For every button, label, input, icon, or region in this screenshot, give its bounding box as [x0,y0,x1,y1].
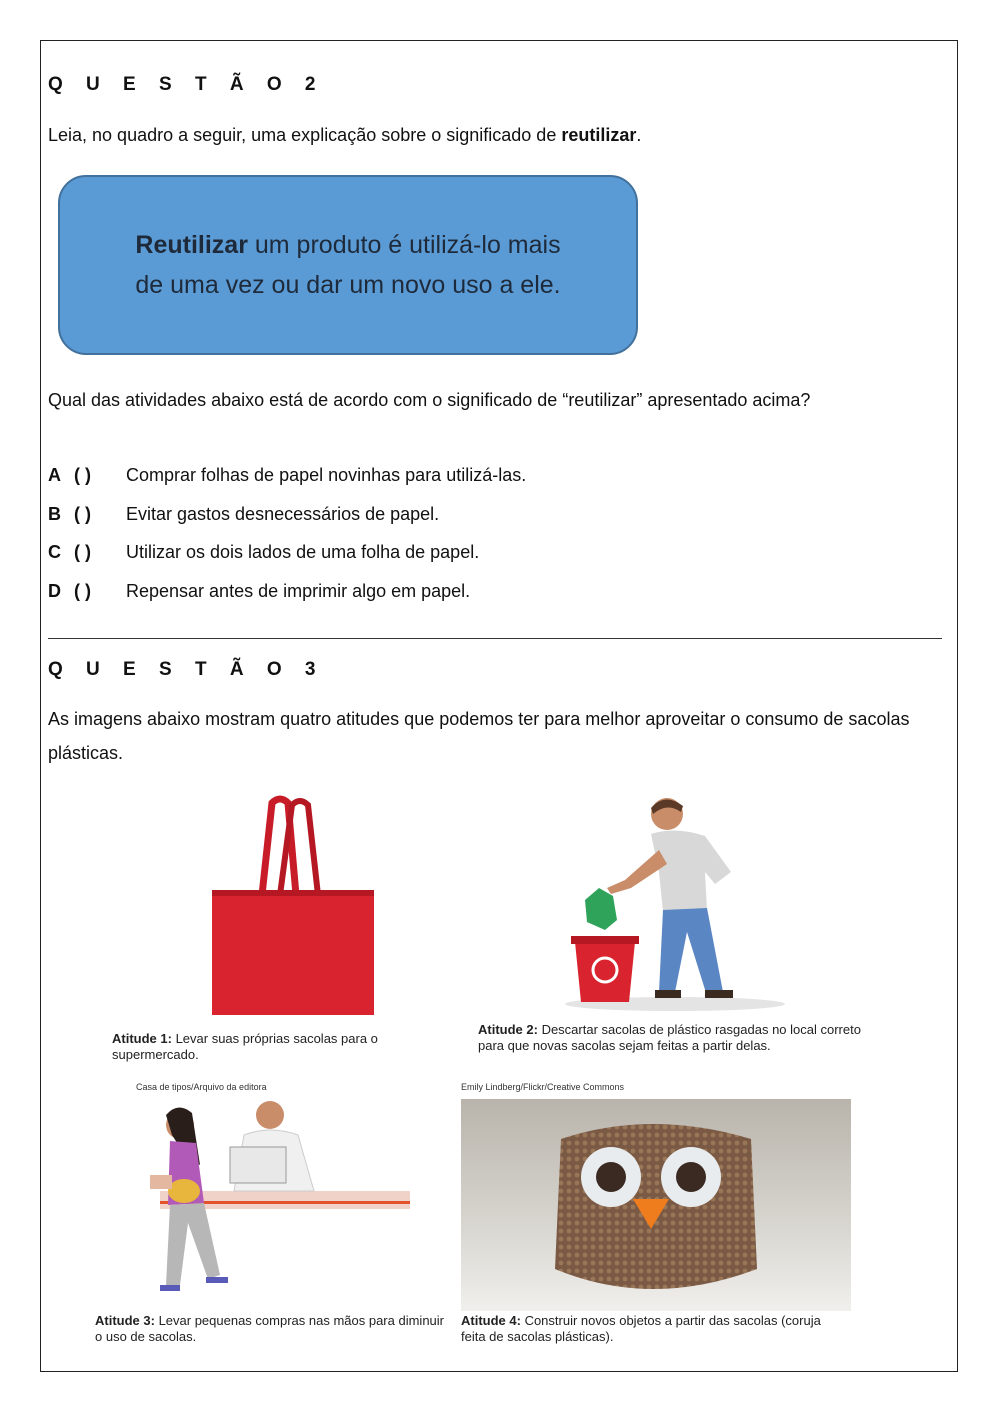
red-bag-image [200,795,385,1020]
attitude-2-caption: Atitude 2: Descartar sacolas de plástico rasgadas no local correto para que novas sacolas sejam feitas a partir delas. [478,1022,861,1053]
option-b[interactable]: B ( ) Evitar gastos desnecessários de papel. [48,504,440,524]
attitude-3-caption: Atitude 3: Levar pequenas compras nas mãos para diminuir o uso de sacolas. [95,1313,444,1344]
question-3-title: Q U E S T Ã O 3 [48,659,325,680]
definition-term: Reutilizar [135,231,248,259]
attitude-1-caption: Atitude 1: Levar suas próprias sacolas para o supermercado. [112,1031,378,1062]
question-2-title: Q U E S T Ã O 2 [48,74,325,95]
credit-1: Casa de tipos/Arquivo da editora [136,1082,267,1092]
crochet-owl-image [461,1099,851,1311]
credit-2: Emily Lindberg/Flickr/Creative Commons [461,1082,625,1092]
definition-text: um produto é utilizá-lo mais de uma vez ou dar um novo uso a ele. [135,231,561,299]
option-a[interactable]: A ( ) Comprar folhas de papel novinhas para utilizá-las. [48,465,527,485]
question-3-intro: As imagens abaixo mostram quatro atitudes que podemos ter para melhor aproveitar o consumo de sacolas plásticas. [48,709,910,763]
question-2-prompt: Qual das atividades abaixo está de acordo com o significado de “reutilizar” apresentado acima? [48,390,811,410]
recycling-man-image [555,792,790,1012]
option-c[interactable]: C ( ) Utilizar os dois lados de uma folha de papel. [48,542,480,562]
definition-box [58,175,638,355]
question-2-intro: Leia, no quadro a seguir, uma explicação sobre o significado de reutilizar. [48,125,642,145]
attitude-4-caption: Atitude 4: Construir novos objetos a partir das sacolas (coruja feita de sacolas plásticas). [461,1313,821,1344]
option-d[interactable]: D ( ) Repensar antes de imprimir algo em papel. [48,581,471,601]
shopping-woman-image [100,1095,430,1305]
section-divider [48,638,942,639]
